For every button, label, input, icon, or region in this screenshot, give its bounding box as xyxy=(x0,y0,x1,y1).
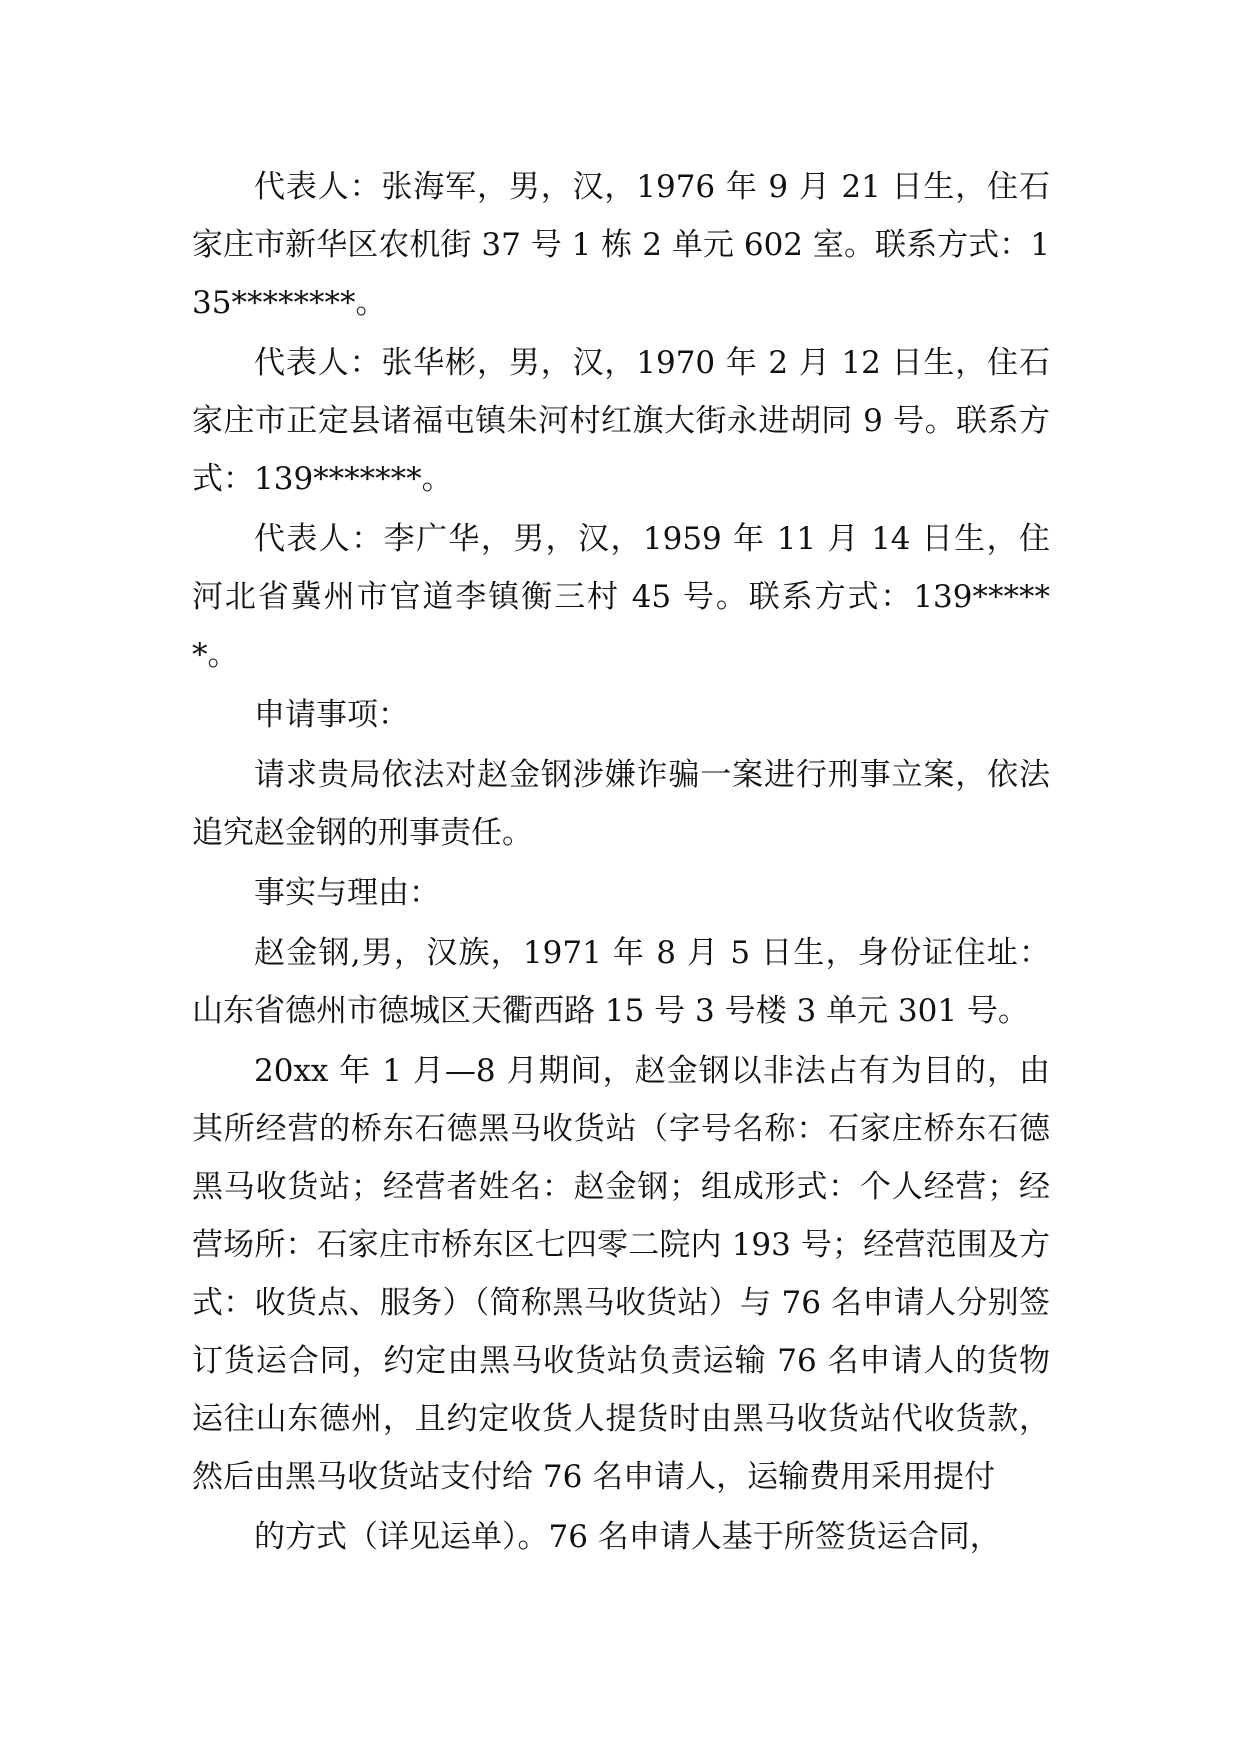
section-heading-request: 申请事项： xyxy=(254,697,409,733)
document-body xyxy=(192,158,1050,1568)
facts-paragraph: 20xx 年 1 月—8 月期间，赵金钢以非法占有为目的，由其所经营的桥东石德黑马收货站（字号名称：石家庄桥东石德黑马收货站；经营者姓名：赵金钢；组成形式：个人经营；经营场所：石家庄市桥东区七四零二院内 193 号；经营范围及方式：收货点、服务）（简称黑马收货站）与 76 名申请人分别签订货运合同，约定由黑马收货站负责运输 76 名申请人的货物运往山东德州，且约定收货人提货时由黑马收货站代收货款，然后由黑马收货站支付给 76 名申请人，运输费用采用提付 xyxy=(192,1053,1050,1495)
representative-paragraph-1: 代表人：张海军，男，汉，1976 年 9 月 21 日生，住石家庄市新华区农机街 37 号 1 栋 2 单元 602 室。联系方式：135********。 xyxy=(192,169,1050,321)
suspect-info-paragraph: 赵金钢,男，汉族，1971 年 8 月 5 日生，身份证住址：山东省德州市德城区天衢西路 15 号 3 号楼 3 单元 301 号。 xyxy=(192,935,1050,1029)
representative-paragraph-2: 代表人：张华彬，男，汉，1970 年 2 月 12 日生，住石家庄市正定县诸福屯镇朱河村红旗大街永进胡同 9 号。联系方式：139*******。 xyxy=(192,345,1050,497)
section-heading-facts: 事实与理由： xyxy=(254,875,440,911)
facts-continuation-paragraph: 的方式（详见运单）。76 名申请人基于所签货运合同， xyxy=(254,1519,1001,1555)
request-paragraph: 请求贵局依法对赵金钢涉嫌诈骗一案进行刑事立案，依法追究赵金钢的刑事责任。 xyxy=(192,757,1050,851)
representative-paragraph-3: 代表人：李广华，男，汉，1959 年 11 月 14 日生，住河北省冀州市官道李镇衡三村 45 号。联系方式：139******。 xyxy=(192,521,1050,673)
